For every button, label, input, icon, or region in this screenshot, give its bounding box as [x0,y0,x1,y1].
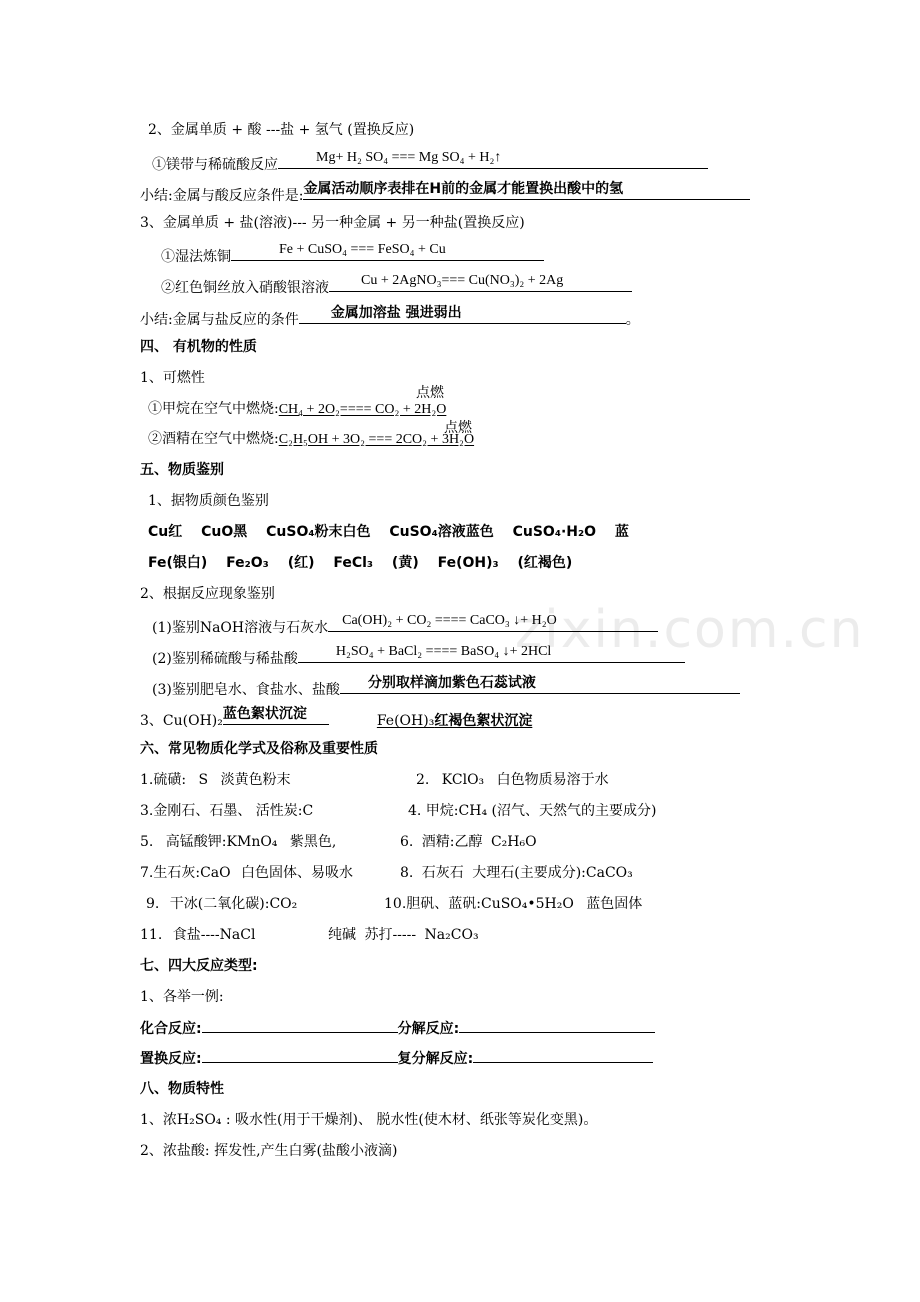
metal-salt-heading: 3、金属单质 + 盐(溶液)--- 另一种金属 + 另一种盐(置换反应) [140,215,525,231]
combination-row [140,1018,655,1039]
item-4: 4. 甲烷:CH₄ (沼气、天然气的主要成分) [408,803,657,819]
color-row-2: Fe(银白) Fe₂O₃ (红) FeCl₃ (黄) Fe(OH)₃ (红褐色) [148,555,573,571]
property-1: 1、浓H₂SO₄ : 吸水性(用于干燥剂)、 脱水性(使木材、纸张等炭化变黑)。 [140,1112,598,1128]
displacement-blank[interactable] [202,1048,398,1063]
ignite-condition-2: 点燃 [444,420,472,436]
mg-reaction-label: ①镁带与稀硫酸反应 [152,157,278,173]
summary-salt-label: 小结:金属与盐反应的条件 [140,312,299,328]
agno3-blank [329,275,632,292]
soap-answer: 分别取样滴加紫色石蕊试液 [367,675,536,691]
decomposition-blank[interactable] [459,1018,655,1033]
cuoh2-answer: 蓝色絮状沉淀 [222,706,307,722]
item-11: 11. 食盐----NaCl [140,927,256,943]
ethanol-label: ②酒精在空气中燃烧: [148,431,279,447]
agno3-label: ②红色铜丝放入硝酸银溶液 [161,280,329,296]
cuoh2-blank [223,708,329,725]
feoh3-answer: 红褐色絮状沉淀 [434,713,533,729]
color-row-1: Cu红 CuO黑 CuSO₄粉末白色 CuSO₄溶液蓝色 CuSO₄·H₂O 蓝 [148,524,629,540]
section-identify-title: 五、物质鉴别 [140,462,224,478]
item-7: 7.生石灰:CaO 白色固体、易吸水 [140,865,354,881]
item-9: 9. 干冰(二氧化碳):CO₂ [146,896,298,912]
combustion-heading: 1、可燃性 [140,370,205,386]
cu-smelt-label: ①湿法炼铜 [161,249,231,265]
methane-label: ①甲烷在空气中燃烧: [148,401,279,417]
summary-salt-blank [299,307,626,324]
double-decomposition-label: 复分解反应: [397,1051,474,1067]
cuoh2-label: 3、Cu(OH)₂ [140,713,223,729]
summary-salt-end: 。 [625,312,640,328]
methane-line [148,399,446,420]
watermark: zixin.com.cn [515,600,865,660]
summary-acid-label: 小结:金属与酸反应条件是: [140,188,304,204]
phenomenon-heading: 2、根据反应现象鉴别 [140,586,275,602]
combination-blank[interactable] [202,1018,398,1033]
ethanol-line [148,429,474,450]
mg-equation: Mg+ H₂ SO₄ === Mg SO₄ + H₂↑ [316,150,502,165]
section-reactions-title: 七、四大反应类型: [140,958,258,974]
property-2: 2、浓盐酸: 挥发性,产生白雾(盐酸小液滴) [140,1143,398,1159]
metal-acid-heading: 2、金属单质 + 酸 ---盐 + 氢气 (置换反应) [148,122,415,138]
naoh-blank [328,615,658,632]
item-2: 2. KClO₃ 白色物质易溶于水 [416,772,609,788]
acid-blank [298,646,685,663]
item-1: 1.硫磺: S 淡黄色粉末 [140,772,291,788]
acid-line [152,646,685,669]
displacement-label: 置换反应: [140,1051,202,1067]
naoh-label: (1)鉴别NaOH溶液与石灰水 [152,620,329,636]
section-organic-title: 四、 有机物的性质 [140,339,257,355]
mg-reaction-line [152,152,708,175]
agno3-equation: Cu + 2AgNO₃=== Cu(NO₃)₂ + 2Ag [361,273,564,288]
reactions-sub: 1、各举一例: [140,989,224,1005]
acid-label: (2)鉴别稀硫酸与稀盐酸 [152,651,298,667]
decomposition-label: 分解反应: [397,1021,460,1037]
methane-equation: CH₄ + 2O₂==== CO₂ + 2H₂O [278,402,447,417]
summary-acid-blank [303,183,750,200]
soap-blank [340,677,740,694]
summary-salt-line [140,307,640,330]
mg-equation-blank [278,152,708,169]
soap-line [152,677,740,700]
item-6: 6. 酒精:乙醇 C₂H₆O [400,834,537,850]
item-3: 3.金刚石、石墨、 活性炭:C [140,803,314,819]
displacement-row [140,1048,653,1069]
combination-label: 化合反应: [140,1021,202,1037]
ignite-condition-1: 点燃 [416,385,444,401]
naoh-equation: Ca(OH)₂ + CO₂ ==== CaCO₃ ↓+ H₂O [342,613,557,628]
soap-label: (3)鉴别肥皂水、食盐水、盐酸 [152,682,340,698]
section-properties-title: 八、物质特性 [140,1081,224,1097]
double-decomposition-blank[interactable] [473,1048,653,1063]
color-identify-heading: 1、据物质颜色鉴别 [148,493,269,509]
summary-acid-answer: 金属活动顺序表排在H前的金属才能置换出酸中的氢 [303,181,624,197]
item-8: 8. 石灰石 大理石(主要成分):CaCO₃ [400,865,633,881]
summary-acid-line [140,183,750,206]
cu-smelt-line [161,244,544,267]
summary-salt-answer: 金属加溶盐 强进弱出 [330,305,462,321]
acid-equation: H₂SO₄ + BaCl₂ ==== BaSO₄ ↓+ 2HCl [335,644,552,659]
item-12: 纯碱 苏打----- Na₂CO₃ [328,927,479,943]
agno3-line [161,275,632,298]
naoh-line [152,615,658,638]
ethanol-equation: C₂H₅OH + 3O₂ === 2CO₂ + 3H₂O [278,432,475,447]
feoh3-label: Fe(OH)₃ [376,713,435,729]
item-5: 5. 高锰酸钾:KMnO₄ 紫黑色, [140,834,337,850]
cu-smelt-equation: Fe + CuSO₄ === FeSO₄ + Cu [279,242,446,257]
precipitate-line [140,708,532,731]
item-10: 10.胆矾、蓝矾:CuSO₄•5H₂O 蓝色固体 [384,896,643,912]
cu-smelt-blank [231,244,544,261]
section-formulas-title: 六、常见物质化学式及俗称及重要性质 [140,741,378,757]
